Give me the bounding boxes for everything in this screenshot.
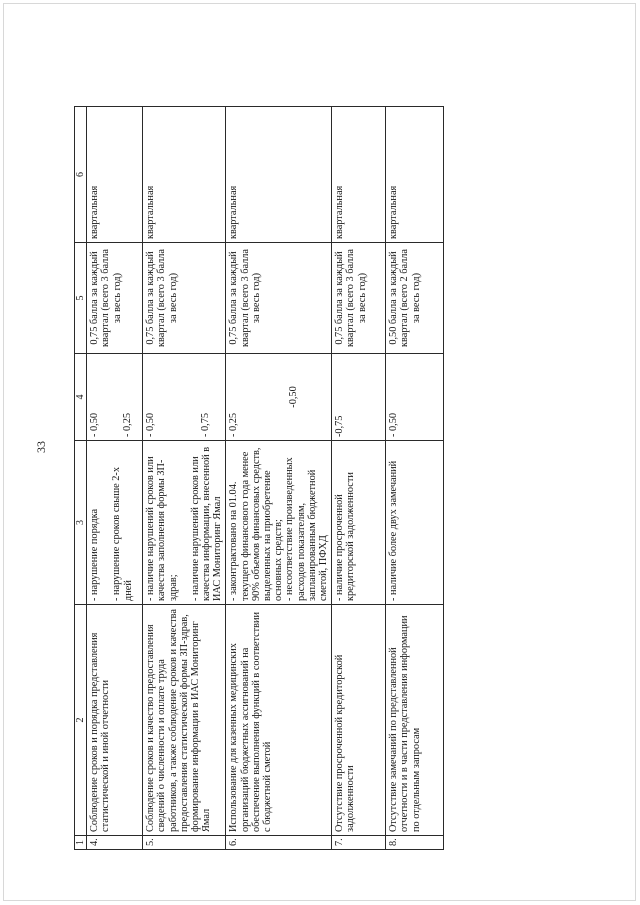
score-cell [226,354,332,441]
max-score-cell: 0,75 балла за каждый квартал (всего 3 балла за весь год) [143,243,226,354]
criteria-cell [143,441,226,605]
criterion-text: - нарушение сроков свыше 2-х дней [111,467,134,601]
rotated-table-container [74,107,432,850]
score-cell [386,354,444,441]
criteria-cell [87,441,143,605]
criterion-text: - нарушение порядка [89,508,101,601]
score-value: - 0,50 [89,412,101,437]
criteria-cell [386,441,444,605]
criterion-text: - наличие более двух замечаний [388,460,400,601]
score-value: - 0,25 [122,412,134,437]
period-cell: квартальная [143,107,226,243]
table-row [332,107,386,850]
criterion-text: - несоответствие произведенных расходов показателям, запланированным бюджетной сметой, ПФХД [284,457,330,601]
criteria-table [74,106,444,850]
period-cell: квартальная [226,107,332,243]
row-number: 6. [226,836,332,850]
table-row [386,107,444,850]
table-header-row [75,107,87,850]
row-number: 4. [87,836,143,850]
criterion-text: - наличие нарушений сроков или качества заполнения формы ЗП-здрав; [145,456,179,601]
indicator-cell: Соблюдение сроков и порядка представления статистической и иной отчетности [87,605,143,836]
max-score-cell: 0,75 балла за каждый квартал (всего 3 балла за весь год) [226,243,332,354]
header-cell: 4 [75,354,87,441]
header-cell: 2 [75,605,87,836]
criterion-text: - наличие просроченной кредиторской задолженности [334,472,357,601]
table-row [226,107,332,850]
score-cell [87,354,143,441]
criterion-text: - законтрактовано на 01.04. текущего финансового года менее 90% объемов финансовых средств, выделенных на приобретение основных средств; [228,447,285,601]
max-score-cell: 0,75 балла за каждый квартал (всего 3 балла за весь год) [87,243,143,354]
criteria-cell [332,441,386,605]
period-cell: квартальная [386,107,444,243]
score-value: -0,50 [287,386,299,408]
page-number: 33 [34,441,48,453]
header-cell: 6 [75,107,87,243]
score-value: - 0,25 [228,412,240,437]
max-score-cell: 0,50 балла за каждый квартал (всего 2 балла за весь год) [386,243,444,354]
table-row [87,107,143,850]
indicator-cell: Отсутствие замечаний по представленной отчетности и в части представления информации по отдельным запросам [386,605,444,836]
score-value: - 0,50 [388,412,400,437]
score-value: -0,75 [334,415,346,437]
row-number: 7. [332,836,386,850]
period-cell: квартальная [87,107,143,243]
header-cell: 3 [75,441,87,605]
header-cell: 5 [75,243,87,354]
score-value: - 0,50 [145,412,157,437]
indicator-cell: Соблюдение сроков и качество предоставления сведений о численности и оплате труда работников, а также соблюдение сроков и качества предоставления статистической формы ЗП-здрав, формирование информации в ИАС Мониторинг Ямал [143,605,226,836]
row-number: 5. [143,836,226,850]
score-cell [143,354,226,441]
indicator-cell: Отсутствие просроченной кредиторской задолженности [332,605,386,836]
row-number: 8. [386,836,444,850]
indicator-cell: Использование для казенных медицинских организаций бюджетных ассигнований на обеспечение выполнения функций в соответствии с бюджетной сметой [226,605,332,836]
criteria-cell [226,441,332,605]
criterion-text: - наличие нарушений сроков или качества информации, внесенной в ИАС Мониторинг Ямал [189,446,224,601]
table-row [143,107,226,850]
score-value: - 0,75 [200,412,212,437]
header-cell: 1 [75,836,87,850]
score-cell [332,354,386,441]
max-score-cell: 0,75 балла за каждый квартал (всего 3 балла за весь год) [332,243,386,354]
period-cell: квартальная [332,107,386,243]
